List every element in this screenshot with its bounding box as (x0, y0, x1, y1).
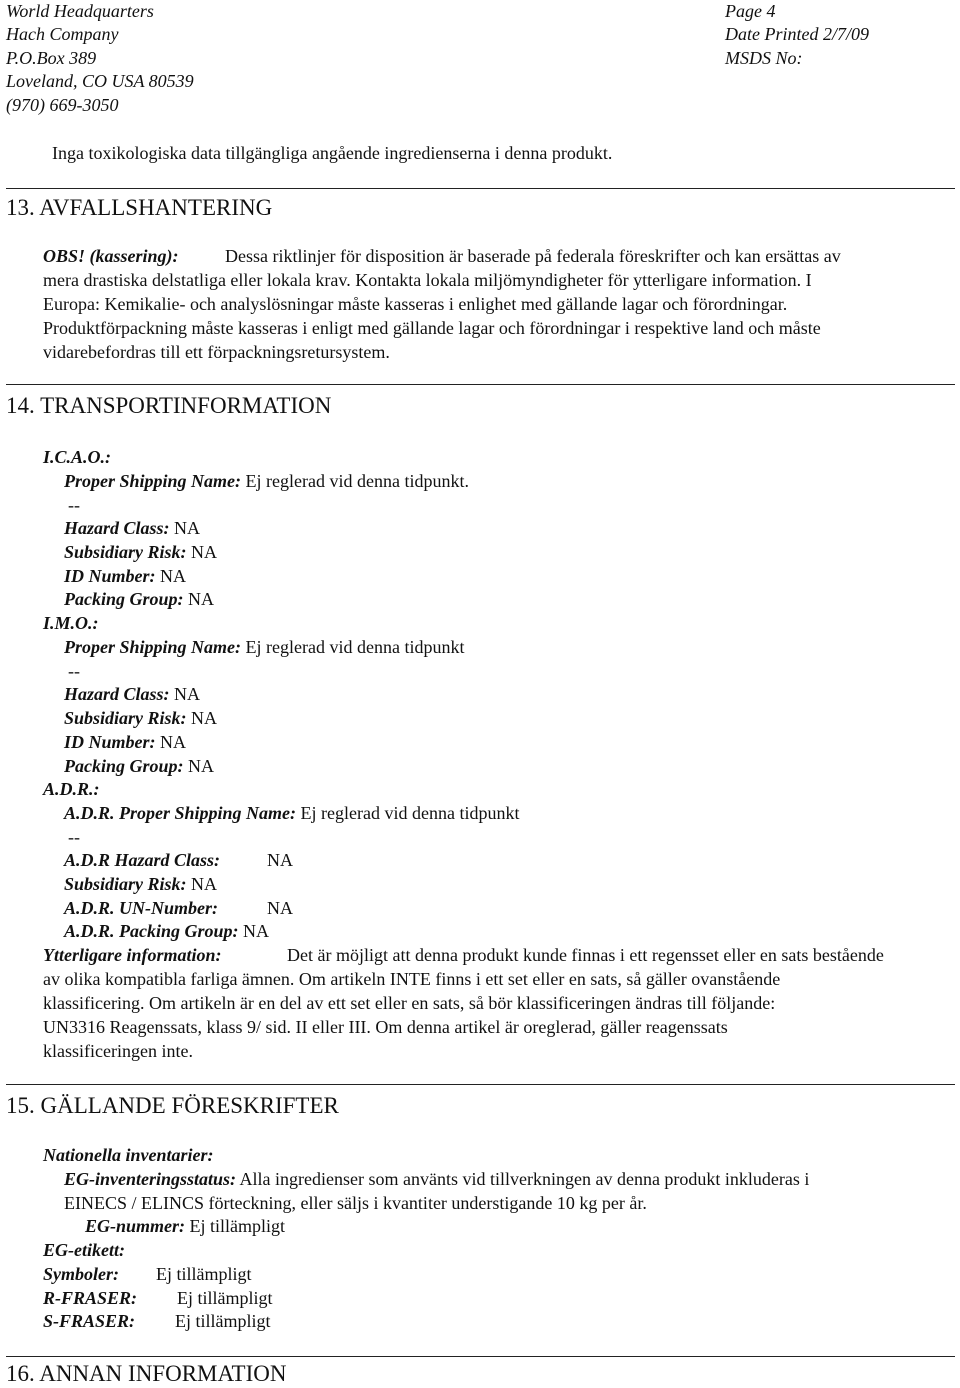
section-16-title: 16. ANNAN INFORMATION (6, 1361, 287, 1386)
section-13-title: 13. AVFALLSHANTERING (6, 195, 273, 220)
page-number: Page 4 (725, 1, 776, 21)
additional-info-line: UN3316 Reagenssats, klass 9/ sid. II eller III. Om denna artikel är oreglerad, gäller reagenssats (43, 1017, 728, 1037)
disposal-text-line: Europa: Kemikalie- och analyslösningar måste kasseras i enlighet med gällande lagar och förordningar. (43, 294, 788, 314)
eg-number: EG-nummer: Ej tillämpligt (85, 1216, 286, 1236)
imo-dash: -- (68, 661, 80, 681)
section-divider (6, 188, 955, 189)
imo-id-number: ID Number: NA (64, 732, 187, 752)
national-inventories-label: Nationella inventarier: (43, 1145, 214, 1165)
adr-un-number-label: A.D.R. UN-Number: (64, 898, 219, 918)
header-company-line: (970) 669-3050 (6, 95, 119, 115)
imo-shipping-name: Proper Shipping Name: Ej reglerad vid denna tidpunkt (64, 637, 465, 657)
header-company-line: Hach Company (6, 24, 119, 44)
r-phrases-value: Ej tillämpligt (177, 1288, 273, 1308)
imo-subsidiary-risk: Subsidiary Risk: NA (64, 708, 218, 728)
section-divider (6, 1084, 955, 1085)
icao-packing-group: Packing Group: NA (64, 589, 215, 609)
additional-info-label: Ytterligare information: (43, 945, 222, 965)
section-divider (6, 1356, 955, 1357)
adr-shipping-name: A.D.R. Proper Shipping Name: Ej reglerad vid denna tidpunkt (64, 803, 520, 823)
additional-info-line: Det är möjligt att denna produkt kunde finnas i ett regensset eller en sats bestående (287, 945, 884, 965)
header-company-line: World Headquarters (6, 1, 154, 21)
disposal-text-line: Produktförpackning måste kasseras i enligt med gällande lagar och förordningar i respektive land och måste (43, 318, 821, 338)
imo-hazard-class: Hazard Class: NA (64, 684, 201, 704)
adr-un-number-value: NA (267, 898, 293, 918)
disposal-text-line: mera drastiska delstatliga eller lokala krav. Kontakta lokala miljömyndigheter för ytterligare information. I (43, 270, 812, 290)
header-company-line: Loveland, CO USA 80539 (6, 71, 194, 91)
symbols-value: Ej tillämpligt (156, 1264, 252, 1284)
date-printed: Date Printed 2/7/09 (725, 24, 869, 44)
icao-subsidiary-risk: Subsidiary Risk: NA (64, 542, 218, 562)
imo-packing-group: Packing Group: NA (64, 756, 215, 776)
section-divider (6, 384, 955, 385)
section-15-title: 15. GÄLLANDE FÖRESKRIFTER (6, 1093, 339, 1118)
adr-hazard-class-value: NA (267, 850, 293, 870)
additional-info-line: klassificering. Om artikeln är en del av ett set eller en sats, så bör klassificeringen ändras till följande: (43, 993, 776, 1013)
adr-hazard-class-label: A.D.R Hazard Class: (64, 850, 221, 870)
icao-shipping-name: Proper Shipping Name: Ej reglerad vid denna tidpunkt. (64, 471, 469, 491)
toxicology-note: Inga toxikologiska data tillgängliga angående ingredienserna i denna produkt. (52, 143, 613, 163)
r-phrases-label: R-FRASER: (43, 1288, 138, 1308)
obs-label: OBS! (kassering): (43, 246, 179, 266)
eg-label-heading: EG-etikett: (43, 1240, 125, 1260)
icao-hazard-class: Hazard Class: NA (64, 518, 201, 538)
icao-label: I.C.A.O.: (43, 447, 112, 467)
s-phrases-value: Ej tillämpligt (175, 1311, 271, 1331)
additional-info-line: klassificeringen inte. (43, 1041, 193, 1061)
additional-info-line: av olika kompatibla farliga ämnen. Om artikeln INTE finns i ett set eller en sats, så gäller ovanstående (43, 969, 781, 989)
msds-number: MSDS No: (725, 48, 803, 68)
adr-packing-group: A.D.R. Packing Group: NA (64, 921, 270, 941)
symbols-label: Symboler: (43, 1264, 119, 1284)
eg-inventory-status: EG-inventeringsstatus: Alla ingredienser som använts vid tillverkningen av denna produkt inkluderas i (64, 1169, 810, 1189)
header-company-line: P.O.Box 389 (6, 48, 97, 68)
imo-label: I.M.O.: (43, 613, 99, 633)
eg-inventory-status-line: EINECS / ELINCS förteckning, eller säljs i kvantiter understigande 10 kg per år. (64, 1193, 647, 1213)
disposal-text-line: Dessa riktlinjer för disposition är baserade på federala föreskrifter och kan ersättas av (225, 246, 841, 266)
s-phrases-label: S-FRASER: (43, 1311, 136, 1331)
disposal-text-line: vidarebefordras till ett förpackningsretursystem. (43, 342, 390, 362)
adr-subsidiary-risk: Subsidiary Risk: NA (64, 874, 218, 894)
section-14-title: 14. TRANSPORTINFORMATION (6, 393, 332, 418)
adr-dash: -- (68, 827, 80, 847)
adr-label: A.D.R.: (43, 779, 100, 799)
icao-id-number: ID Number: NA (64, 566, 187, 586)
icao-dash: -- (68, 495, 80, 515)
